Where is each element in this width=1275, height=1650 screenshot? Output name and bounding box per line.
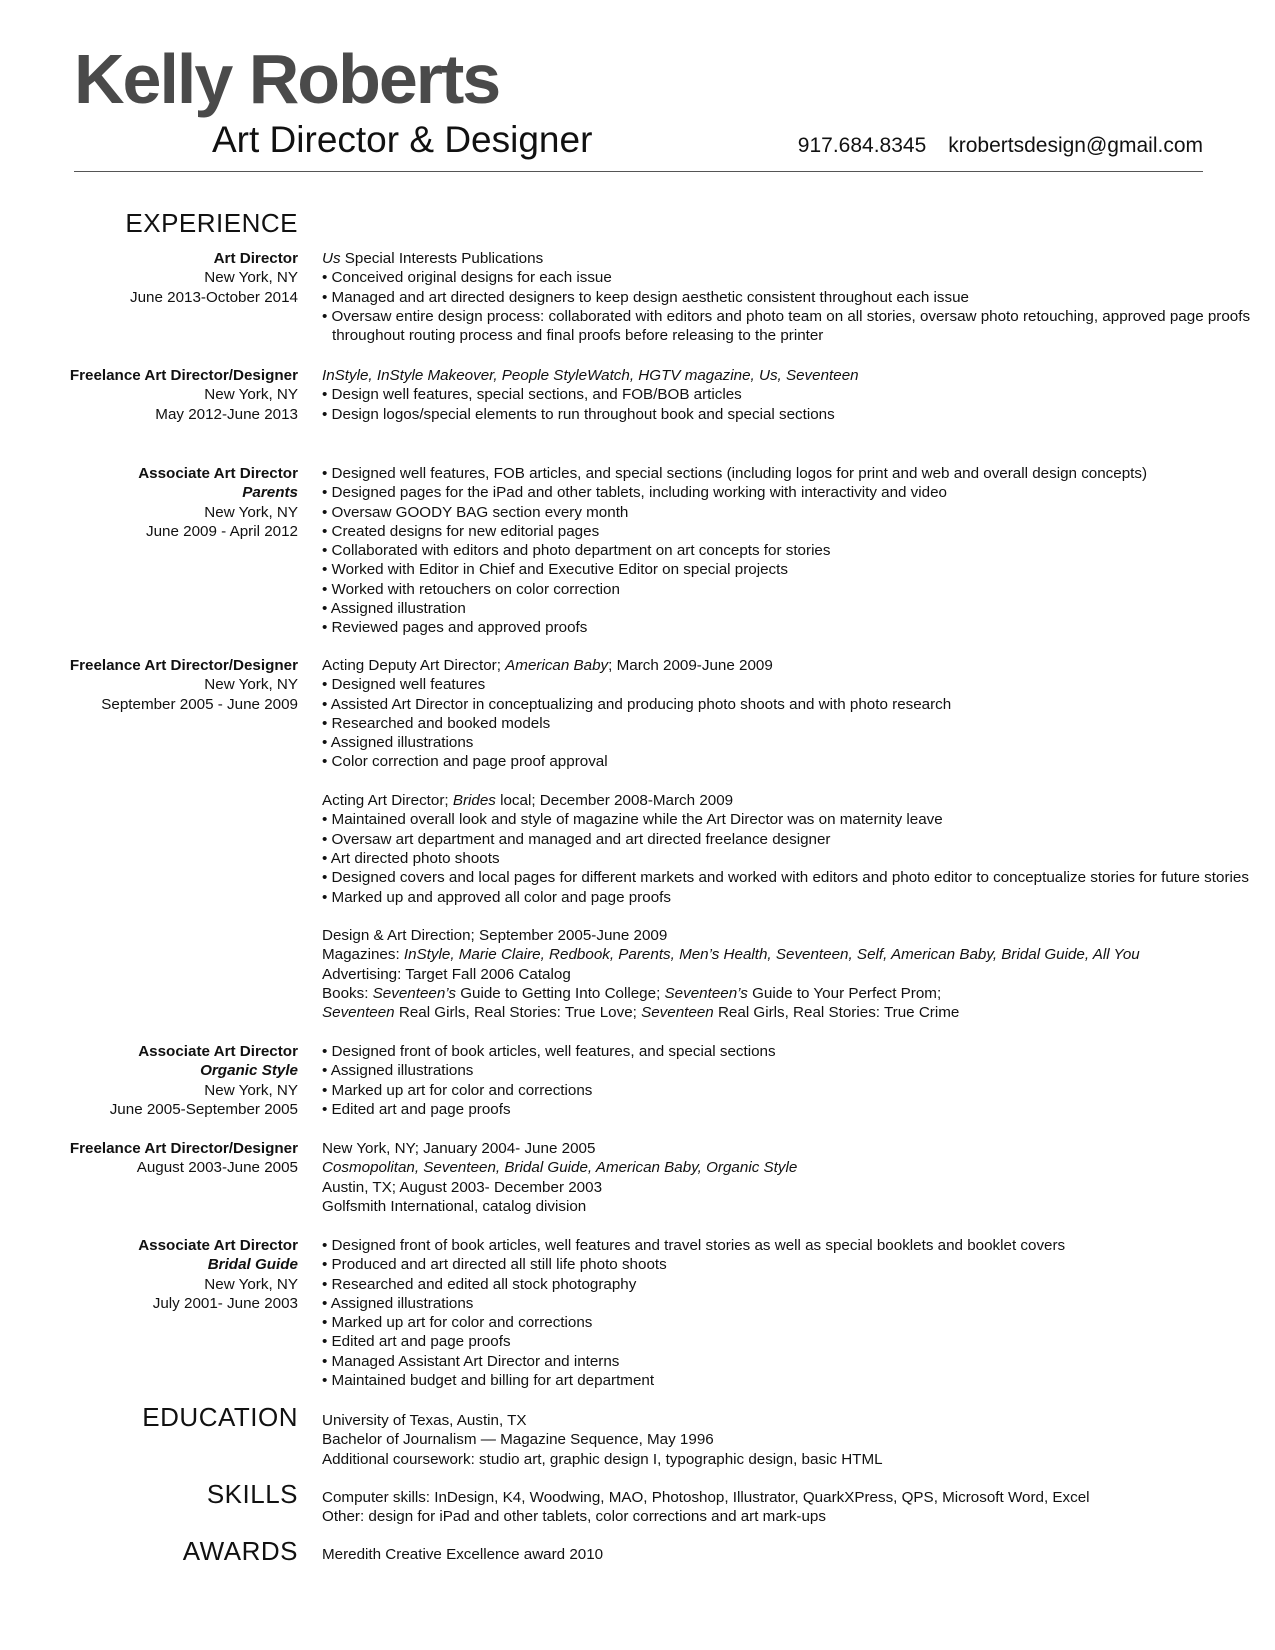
books-line: Books: Seventeen’s Guide to Getting Into College; Seventeen’s Guide to Your Perfect Prom; xyxy=(322,985,942,1003)
header-divider xyxy=(74,171,1203,172)
job-bullet: • Assigned illustrations xyxy=(322,1062,474,1080)
job-location: New York, NY xyxy=(204,1081,298,1099)
job-bullet: • Designed well features xyxy=(322,676,486,694)
job-meta xyxy=(130,249,298,307)
job-title: Associate Art Director xyxy=(138,1043,298,1060)
job-meta xyxy=(70,1139,298,1178)
awards-details xyxy=(322,1545,603,1564)
job-meta xyxy=(70,366,298,424)
phone-number: 917.684.8345 xyxy=(797,134,927,157)
skills-line: Other: design for iPad and other tablets, color corrections and art mark-ups xyxy=(322,1508,826,1526)
job-bullet: • Marked up art for color and corrections xyxy=(322,1081,593,1099)
skills-details xyxy=(322,1488,1090,1527)
job-bullet: • Produced and art directed all still life photo shoots xyxy=(322,1256,667,1274)
job-clients: Cosmopolitan, Seventeen, Bridal Guide, American Baby, Organic Style xyxy=(322,1159,798,1177)
job-title: Art Director xyxy=(213,250,298,267)
job-line: Golfsmith International, catalog division xyxy=(322,1197,587,1215)
job-bullet: • Assisted Art Director in conceptualizing and producing photo shoots and with photo research xyxy=(322,695,952,713)
job-publication: Organic Style xyxy=(200,1062,298,1080)
job-bullet: • Designed covers and local pages for different markets and worked with editors and photo editor to conceptualize stories for future stories xyxy=(322,869,1249,887)
job-details xyxy=(322,1139,797,1216)
job-bullet: • Designed pages for the iPad and other tablets, including working with interactivity and video xyxy=(322,484,947,502)
job-publication: Us Special Interests Publications xyxy=(322,250,544,267)
job-location: New York, NY xyxy=(204,1275,298,1293)
job-bullet: • Design logos/special elements to run throughout book and special sections xyxy=(322,405,835,423)
job-bullet: • Oversaw entire design process: collaborated with editors and photo team on all stories, oversaw photo retouching, approved page proofs xyxy=(322,307,1251,325)
job-bullet: • Oversaw art department and managed and art directed freelance designer xyxy=(322,830,831,848)
job-dates: May 2012-June 2013 xyxy=(155,405,298,423)
job-details xyxy=(322,464,1147,638)
job-dates: June 2005-September 2005 xyxy=(109,1100,298,1118)
job-bullet: • Researched and edited all stock photography xyxy=(322,1275,637,1293)
job-bullet: • Assigned illustration xyxy=(322,600,466,618)
job-bullet: • Designed well features, FOB articles, and special sections (including logos for print and web and overall design concepts) xyxy=(322,465,1148,482)
books-line: Seventeen Real Girls, Real Stories: True Love; Seventeen Real Girls, Real Stories: True Crime xyxy=(322,1004,960,1022)
role-heading: Acting Art Director; Brides local; December 2008-March 2009 xyxy=(322,792,734,810)
job-meta xyxy=(138,1236,298,1313)
job-bullet: • Marked up art for color and corrections xyxy=(322,1314,593,1332)
job-bullet: • Assigned illustrations xyxy=(322,734,474,752)
job-bullet: • Designed front of book articles, well features and travel stories as well as special booklets and booklet covers xyxy=(322,1237,1066,1254)
job-details xyxy=(322,249,1250,345)
candidate-name: Kelly Roberts xyxy=(74,40,500,118)
education-line: University of Texas, Austin, TX xyxy=(322,1412,527,1429)
job-bullet: • Design well features, special sections, and FOB/BOB articles xyxy=(322,386,742,404)
job-title: Freelance Art Director/Designer xyxy=(69,1140,298,1157)
job-meta xyxy=(110,1042,298,1119)
job-title: Freelance Art Director/Designer xyxy=(69,367,298,384)
job-details xyxy=(322,366,859,424)
job-bullet: • Color correction and page proof approval xyxy=(322,753,608,771)
education-line: Bachelor of Journalism — Magazine Sequence, May 1996 xyxy=(322,1431,714,1449)
job-clients: InStyle, InStyle Makeover, People StyleWatch, HGTV magazine, Us, Seventeen xyxy=(322,367,859,384)
magazines-line: Magazines: InStyle, Marie Claire, Redbook, Parents, Men’s Health, Seventeen, Self, American Baby, Bridal Guide, All You xyxy=(322,946,1140,964)
awards-heading: AWARDS xyxy=(182,1536,298,1566)
job-bullet: • Worked with Editor in Chief and Executive Editor on special projects xyxy=(322,561,788,579)
job-bullet: • Marked up and approved all color and page proofs xyxy=(322,888,671,906)
job-title: Associate Art Director xyxy=(138,465,298,482)
job-bullet: throughout routing process and final proofs before releasing to the printer xyxy=(332,327,824,345)
job-details xyxy=(322,1042,776,1119)
job-details xyxy=(322,656,1249,1023)
education-line: Additional coursework: studio art, graphic design I, typographic design, basic HTML xyxy=(322,1450,883,1468)
job-location: New York, NY xyxy=(204,386,298,404)
job-dates: September 2005 - June 2009 xyxy=(101,695,298,713)
job-dates: June 2009 - April 2012 xyxy=(146,522,298,540)
job-bullet: • Maintained budget and billing for art department xyxy=(322,1372,655,1390)
job-bullet: • Collaborated with editors and photo department on art concepts for stories xyxy=(322,542,831,560)
job-location: New York, NY xyxy=(204,676,298,694)
role-heading: Acting Deputy Art Director; American Baby; March 2009-June 2009 xyxy=(322,657,773,674)
skills-heading: SKILLS xyxy=(206,1479,298,1509)
job-meta xyxy=(138,464,298,541)
job-publication: Bridal Guide xyxy=(207,1256,298,1274)
job-dates: August 2003-June 2005 xyxy=(136,1159,298,1177)
education-details xyxy=(322,1411,883,1469)
job-details xyxy=(322,1236,1065,1390)
job-dates: July 2001- June 2003 xyxy=(152,1294,298,1312)
job-bullet: • Reviewed pages and approved proofs xyxy=(322,619,588,637)
advertising-line: Advertising: Target Fall 2006 Catalog xyxy=(322,965,571,983)
job-bullet: • Conceived original designs for each issue xyxy=(322,269,612,287)
job-bullet: • Worked with retouchers on color correction xyxy=(322,580,620,598)
job-meta xyxy=(70,656,298,714)
job-bullet: • Managed Assistant Art Director and interns xyxy=(322,1352,620,1370)
job-bullet: • Maintained overall look and style of magazine while the Art Director was on maternity leave xyxy=(322,811,943,829)
award-line: Meredith Creative Excellence award 2010 xyxy=(322,1546,604,1563)
job-publication: Parents xyxy=(242,484,298,502)
skills-line: Computer skills: InDesign, K4, Woodwing, MAO, Photoshop, Illustrator, QuarkXPress, QPS, Microsoft Word, Excel xyxy=(322,1489,1090,1506)
job-bullet: • Oversaw GOODY BAG section every month xyxy=(322,503,629,521)
role-heading: Design & Art Direction; September 2005-June 2009 xyxy=(322,927,668,945)
job-location: New York, NY xyxy=(204,269,298,287)
job-location: New York, NY xyxy=(204,503,298,521)
job-bullet: • Assigned illustrations xyxy=(322,1294,474,1312)
job-bullet: • Researched and booked models xyxy=(322,714,551,732)
job-bullet: • Edited art and page proofs xyxy=(322,1333,511,1351)
job-title: Associate Art Director xyxy=(138,1237,298,1254)
email-address: krobertsdesign@gmail.com xyxy=(948,134,1203,157)
job-bullet: • Managed and art directed designers to keep design aesthetic consistent throughout each issue xyxy=(322,288,969,306)
experience-heading: EXPERIENCE xyxy=(125,208,298,238)
job-title: Freelance Art Director/Designer xyxy=(69,657,298,674)
job-line: Austin, TX; August 2003- December 2003 xyxy=(322,1178,603,1196)
contact-info xyxy=(798,135,1203,156)
job-bullet: • Art directed photo shoots xyxy=(322,849,500,867)
candidate-title: Art Director & Designer xyxy=(212,119,593,160)
job-bullet: • Edited art and page proofs xyxy=(322,1100,511,1118)
job-line: New York, NY; January 2004- June 2005 xyxy=(322,1140,596,1157)
job-dates: June 2013-October 2014 xyxy=(129,288,298,306)
job-bullet: • Designed front of book articles, well features, and special sections xyxy=(322,1043,776,1060)
job-bullet: • Created designs for new editorial pages xyxy=(322,522,600,540)
education-heading: EDUCATION xyxy=(142,1402,298,1432)
